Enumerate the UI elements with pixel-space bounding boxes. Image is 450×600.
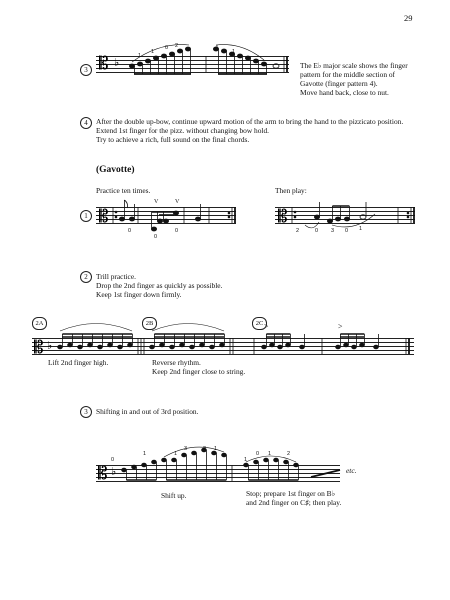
finger-number: 2 xyxy=(203,446,207,452)
svg-text:𝄡: 𝄡 xyxy=(99,54,109,74)
eflat-note-line: Move hand back, close to nut. xyxy=(300,88,389,97)
ex2-instruction-line: Trill practice. xyxy=(96,272,136,281)
finger-number: 1 xyxy=(174,451,178,457)
practice-notation xyxy=(96,192,238,237)
ex2-instruction-line: Keep 1st finger down firmly. xyxy=(96,290,182,299)
exercise-number-3-top: 3 xyxy=(80,64,92,76)
finger-number: 1 xyxy=(138,53,142,59)
finger-number: 0 xyxy=(128,228,132,234)
finger-number: 4 xyxy=(215,45,219,51)
svg-text:♭: ♭ xyxy=(111,465,117,478)
ex4-instruction-line: Try to achieve a rich, full sound on the final chords. xyxy=(96,135,250,144)
svg-text:V: V xyxy=(175,199,180,205)
exercise-number-3-gavotte: 3 xyxy=(80,406,92,418)
stop-instruction-line: and 2nd finger on C♯; then play. xyxy=(246,498,342,507)
stop-instruction-line: Stop; prepare 1st finger on B♭ xyxy=(246,489,336,498)
trill-notation xyxy=(32,322,416,362)
exercise-number-4: 4 xyxy=(80,117,92,129)
caption-2a: Lift 2nd finger high. xyxy=(48,358,109,367)
finger-number: 1 xyxy=(244,457,248,463)
ex4-instruction-line: After the double up-bow, continue upward motion of the arm to bring the hand to the pizzicato position. xyxy=(96,117,404,126)
finger-number: 3 xyxy=(184,446,188,452)
svg-text:V: V xyxy=(154,199,159,205)
finger-number: 3 xyxy=(331,228,335,234)
shifting-notation xyxy=(96,440,342,490)
eflat-scale-notation xyxy=(96,40,291,80)
finger-number: 2 xyxy=(296,228,300,234)
svg-text:𝄡: 𝄡 xyxy=(34,338,44,358)
finger-number: 1 xyxy=(359,226,363,232)
eflat-note-line: pattern for the middle section of xyxy=(300,70,396,79)
finger-number: 1 xyxy=(151,49,155,55)
shift-up-caption: Shift up. xyxy=(161,491,187,500)
ex2-instruction-line: Drop the 2nd finger as quickly as possible. xyxy=(96,281,223,290)
label-2a: 2A xyxy=(32,317,47,330)
svg-text:𝄡: 𝄡 xyxy=(278,207,288,227)
finger-number: 2 xyxy=(175,43,179,49)
caption-2b-line: Keep 2nd finger close to string. xyxy=(152,367,246,376)
label-2c: 2C xyxy=(252,317,267,330)
finger-number: 1 xyxy=(214,446,218,452)
svg-text:>: > xyxy=(264,322,269,331)
finger-number: 1 xyxy=(232,49,236,55)
caption-2b-line: Reverse rhythm. xyxy=(152,358,201,367)
practice-caption: Practice ten times. xyxy=(96,186,151,195)
finger-number: 0 xyxy=(315,228,319,234)
exercise-number-1: 1 xyxy=(80,210,92,222)
finger-number: 0 xyxy=(111,457,115,463)
finger-number: 0 xyxy=(165,45,169,51)
then-play-caption: Then play: xyxy=(275,186,307,195)
svg-text:♭: ♭ xyxy=(47,339,53,352)
label-2b: 2B xyxy=(142,317,157,330)
svg-text:𝄡: 𝄡 xyxy=(99,207,109,227)
finger-number: 0 xyxy=(256,451,260,457)
exercise-number-2: 2 xyxy=(80,271,92,283)
finger-number: 2 xyxy=(287,451,291,457)
ex4-instruction-line: Extend 1st finger for the pizz. without changing bow hold. xyxy=(96,126,270,135)
finger-number: 0 xyxy=(175,228,179,234)
page-number: 29 xyxy=(404,13,413,23)
section-title-gavotte: (Gavotte) xyxy=(96,165,135,175)
finger-number: 0 xyxy=(345,228,349,234)
eflat-note-line: The E♭ major scale shows the finger xyxy=(300,61,408,70)
svg-text:>: > xyxy=(338,322,343,331)
shifting-instruction: Shifting in and out of 3rd position. xyxy=(96,407,199,416)
finger-number: 1 xyxy=(143,451,147,457)
finger-number: 0 xyxy=(154,234,158,240)
svg-text:𝄡: 𝄡 xyxy=(98,464,108,484)
eflat-note-line: Gavotte (finger pattern 4). xyxy=(300,79,378,88)
svg-text:♭: ♭ xyxy=(114,56,120,69)
finger-number: 1 xyxy=(268,451,272,457)
etc-label: etc. xyxy=(346,466,357,475)
